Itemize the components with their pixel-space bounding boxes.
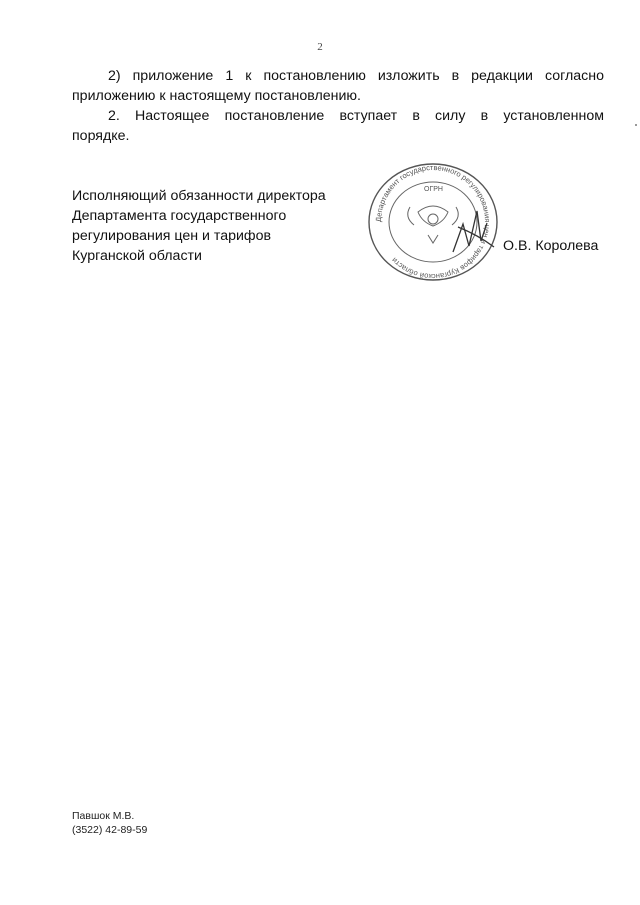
official-seal-stamp: [358, 157, 508, 287]
scan-artifact-dot: [635, 124, 637, 126]
signer-position-line: Департамента государственного: [72, 208, 287, 224]
signer-position-line: Курганской области: [72, 248, 202, 264]
signer-name: О.В. Королева: [503, 238, 599, 254]
signer-position-line: регулирования цен и тарифов: [72, 228, 272, 244]
signer-position: [72, 186, 326, 266]
executor-name: Павшок М.В.: [72, 810, 135, 822]
seal-ring-text: Департамент государственного регулирования цен и тарифов Курганской области: [373, 162, 493, 282]
paragraph-line: 2. Настоящее постановление вступает в силу в установленном: [108, 108, 604, 124]
executor-info: [72, 809, 147, 837]
paragraph-item-2: [72, 66, 604, 106]
signer-position-line: Исполняющий обязанности директора: [72, 188, 326, 204]
page-number: 2: [317, 41, 323, 53]
paragraph-line: порядке.: [72, 128, 130, 144]
seal-inner-ring: [389, 182, 477, 262]
paragraph-effective-date: [72, 106, 604, 146]
seal-ogrn-label: ОГРН: [424, 186, 443, 193]
paragraph-line: 2) приложение 1 к постановлению изложить в редакции согласно: [108, 68, 604, 84]
paragraph-line: приложению к настоящему постановлению.: [72, 88, 361, 104]
executor-phone: (3522) 42-89-59: [72, 824, 148, 836]
seal-outer-ring: [369, 164, 497, 280]
seal-emblem: [408, 206, 459, 243]
